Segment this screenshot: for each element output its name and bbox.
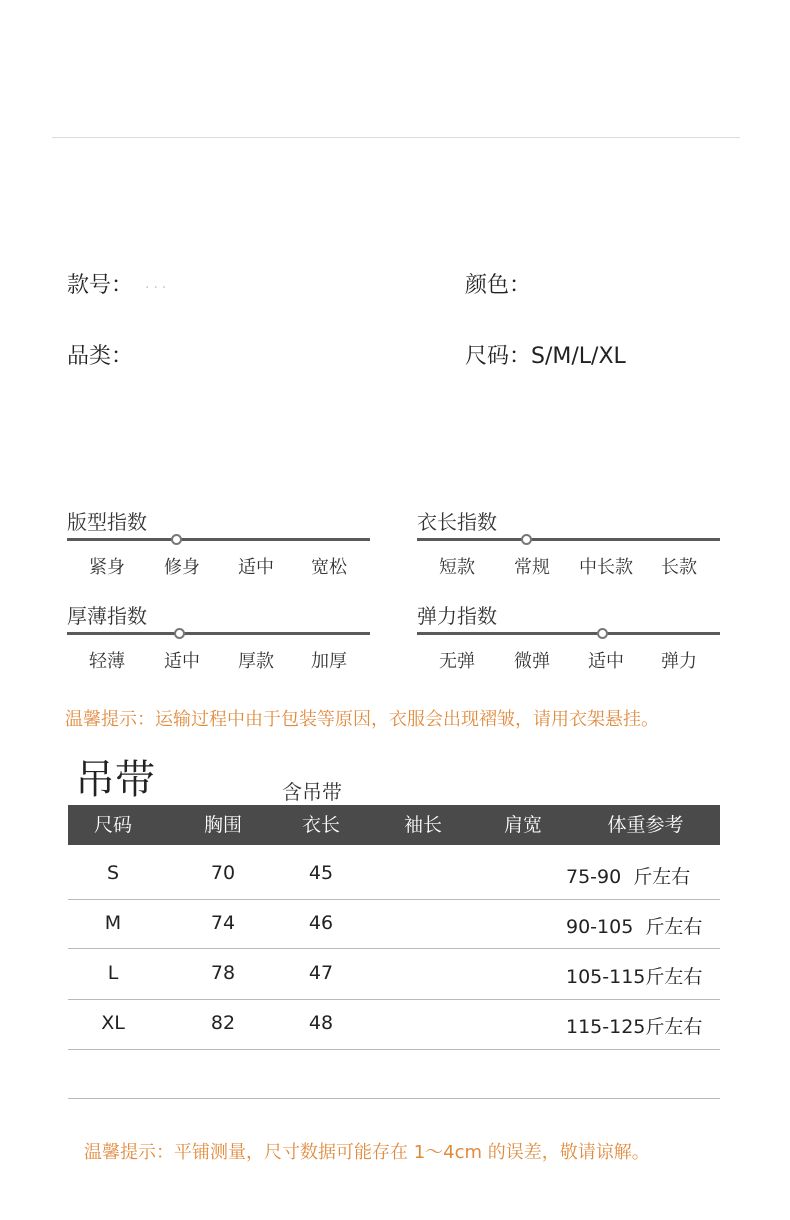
table-cell: S — [106, 862, 120, 884]
index-option: 修身 — [164, 557, 200, 578]
index-knob[interactable] — [174, 628, 185, 639]
index-track — [67, 632, 370, 635]
table-cell: 45 — [308, 862, 334, 884]
index-option: 适中 — [164, 651, 200, 672]
table-cell: 82 — [210, 1012, 236, 1034]
row-divider — [68, 1049, 720, 1050]
style-number-label: 款号： — [67, 273, 134, 298]
header-bust: 胸围 — [203, 814, 242, 836]
table-cell: M — [104, 912, 122, 934]
index-option: 常规 — [514, 557, 550, 578]
strap-note: 含吊带 — [282, 780, 342, 804]
table-cell: 115-125斤左右 — [566, 1016, 703, 1038]
index-knob[interactable] — [171, 534, 182, 545]
index-option: 紧身 — [89, 557, 125, 578]
index-option: 微弹 — [514, 651, 550, 672]
product-title: 吊带 — [75, 757, 155, 803]
placeholder-dots: ··· — [145, 280, 171, 296]
size-table-header — [68, 805, 720, 845]
bottom-divider — [68, 1098, 720, 1099]
category-label: 品类： — [67, 344, 134, 369]
index-option: 加厚 — [311, 651, 347, 672]
index-track — [417, 632, 720, 635]
index-knob[interactable] — [521, 534, 532, 545]
table-cell: L — [107, 962, 119, 984]
table-cell: 46 — [308, 912, 334, 934]
table-cell: 90-105 斤左右 — [566, 916, 703, 938]
header-length: 衣长 — [301, 814, 340, 836]
color-label: 颜色： — [465, 273, 532, 298]
size-label: 尺码：S/M/L/XL — [465, 344, 626, 369]
index-title: 版型指数 — [67, 510, 147, 534]
table-cell: 70 — [210, 862, 236, 884]
header-size: 尺码 — [93, 814, 132, 836]
index-option: 无弹 — [439, 651, 475, 672]
header-sleeve: 袖长 — [403, 814, 442, 836]
measurement-tip: 温馨提示：平铺测量，尺寸数据可能存在 1～4cm 的误差，敬请谅解。 — [84, 1142, 650, 1163]
index-title: 衣长指数 — [417, 510, 497, 534]
index-option: 中长款 — [579, 557, 633, 578]
index-option: 弹力 — [661, 651, 697, 672]
shipping-tip: 温馨提示：运输过程中由于包装等原因，衣服会出现褶皱，请用衣架悬挂。 — [65, 709, 659, 730]
index-option: 适中 — [588, 651, 624, 672]
header-weight: 体重参考 — [607, 814, 684, 836]
index-track — [417, 538, 720, 541]
table-cell: 78 — [210, 962, 236, 984]
table-cell: 48 — [308, 1012, 334, 1034]
index-option: 适中 — [238, 557, 274, 578]
header-shoulder: 肩宽 — [503, 814, 542, 836]
row-divider — [68, 999, 720, 1000]
index-option: 轻薄 — [89, 651, 125, 672]
index-option: 厚款 — [238, 651, 274, 672]
index-option: 长款 — [661, 557, 697, 578]
index-track — [67, 538, 370, 541]
index-title: 弹力指数 — [417, 604, 497, 628]
table-cell: 47 — [308, 962, 334, 984]
table-cell: XL — [101, 1012, 125, 1034]
index-option: 宽松 — [311, 557, 347, 578]
table-cell: 105-115斤左右 — [566, 966, 703, 988]
top-divider — [52, 137, 740, 138]
row-divider — [68, 899, 720, 900]
index-title: 厚薄指数 — [67, 604, 147, 628]
table-cell: 74 — [210, 912, 236, 934]
index-knob[interactable] — [597, 628, 608, 639]
table-cell: 75-90 斤左右 — [566, 866, 691, 888]
row-divider — [68, 948, 720, 949]
index-option: 短款 — [439, 557, 475, 578]
